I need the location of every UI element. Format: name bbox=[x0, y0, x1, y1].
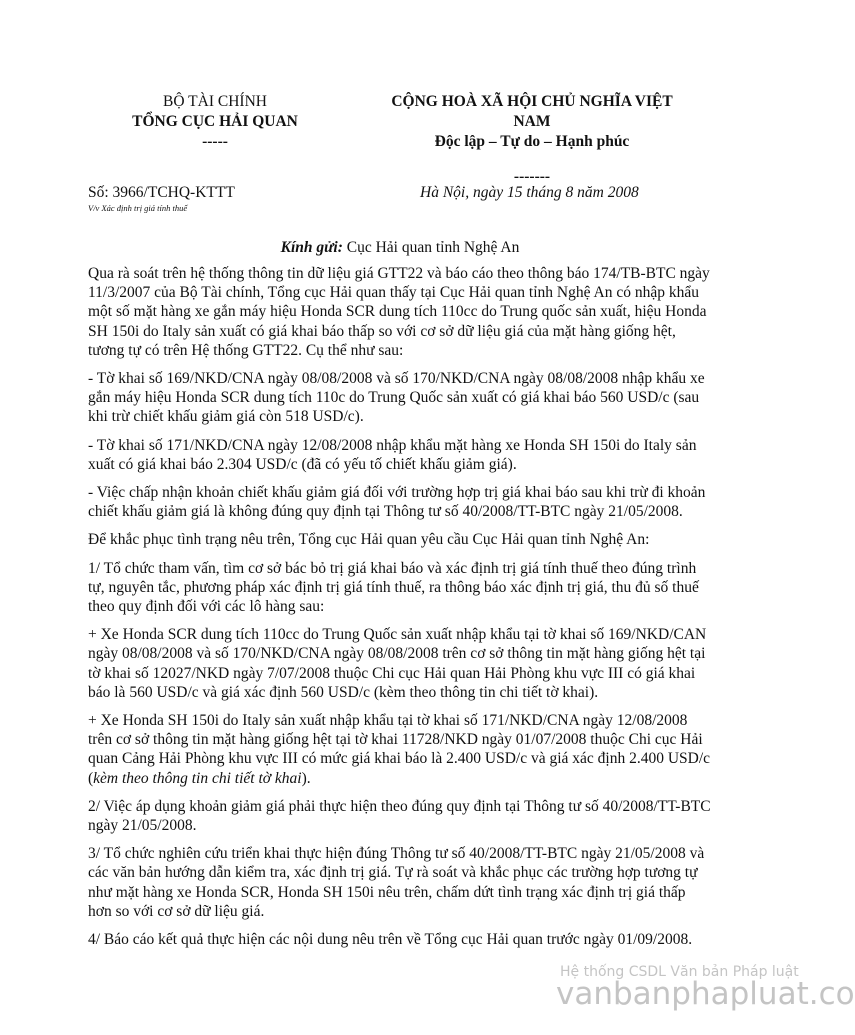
recipient-label: Kính gửi: bbox=[280, 239, 343, 256]
document-number: Số: 3966/TCHQ-KTTT bbox=[88, 184, 235, 201]
document-subject: V/v Xác định trị giá tính thuế bbox=[88, 203, 188, 213]
watermark-caption: Hệ thống CSDL Văn bản Pháp luật bbox=[560, 964, 799, 980]
ministry-name: BỘ TÀI CHÍNH bbox=[163, 93, 267, 110]
request-item-3: 3/ Tổ chức nghiên cứu triển khai thực hiện đúng Thông tư số 40/2008/TT-BTC ngày 21/05/2008 và các văn bản hướng dẫn kiểm tra, xác định trị giá. Tự rà soát và khắc phục các trường hợp tương tự như mặt hàng xe Honda SCR, Honda SH 150i nêu trên, chấm dứt tình trạng xác định trị giá thấp hơn so với cơ sở dữ liệu giá. bbox=[88, 845, 705, 920]
date-line: Hà Nội, ngày 15 tháng 8 năm 2008 bbox=[420, 184, 639, 201]
shipment-item-sh150i-end: ). bbox=[301, 769, 311, 787]
intro-paragraph: Qua rà soát trên hệ thống thông tin dữ liệu giá GTT22 và báo cáo theo thông báo 174/TB-BTC ngày 11/3/2007 của Bộ Tài chính, Tổng cục Hải quan thấy tại Cục Hải quan tỉnh Nghệ An có nhập khẩu một số mặt hàng xe gắn máy hiệu Honda SCR dung tích 110cc do Trung quốc sản xuất, hiệu Honda SH 150i do Italy sản xuất có giá khai báo thấp so với cơ sở dữ liệu giá của mặt hàng giống hệt, tương tự có trên Hệ thống GTT22. Cụ thể như sau: bbox=[88, 265, 710, 359]
shipment-item-sh150i bbox=[88, 711, 713, 788]
nation-separator: ------- bbox=[513, 168, 551, 185]
nation-title-line2: NAM bbox=[513, 113, 551, 130]
discount-note: - Việc chấp nhận khoản chiết khấu giảm giá đối với trường hợp trị giá khai báo sau khi trừ đi khoản chiết khấu giảm giá là không đúng quy định tại Thông tư số 40/2008/TT-BTC ngày 21/05/2008. bbox=[88, 484, 706, 521]
shipment-item-sh150i-text: + Xe Honda SH 150i do Italy sản xuất nhập khẩu tại tờ khai số 171/NKD/CNA ngày 12/08/2008 trên cơ sở thông tin mặt hàng giống hệt tại tờ khai 11728/NKD ngày 01/07/2008 thuộc Chi cục Hải quan Cảng Hải Phòng khu vực III có mức giá khai báo là 2.400 USD/c và giá xác định 2.400 USD/c ( bbox=[88, 712, 711, 787]
declaration-item-1: - Tờ khai số 169/NKD/CNA ngày 08/08/2008 và số 170/NKD/CNA ngày 08/08/2008 nhập khẩu xe gắn máy hiệu Honda SCR dung tích 110c do Trung Quốc sản xuất có giá khai báo 560 USD/c (sau khi trừ chiết khấu giảm giá còn 518 USD/c). bbox=[88, 370, 705, 426]
agency-name: TỔNG CỤC HẢI QUAN bbox=[132, 113, 298, 130]
request-item-2: 2/ Việc áp dụng khoản giảm giá phải thực hiện theo đúng quy định tại Thông tư số 40/2008/TT-BTC ngày 21/05/2008. bbox=[88, 797, 711, 835]
national-motto: Độc lập – Tự do – Hạnh phúc bbox=[434, 133, 630, 150]
national-header bbox=[332, 92, 732, 187]
agency-header bbox=[95, 92, 335, 152]
shipment-item-scr: + Xe Honda SCR dung tích 110cc do Trung Quốc sản xuất nhập khẩu tại tờ khai số 169/NKD/CAN ngày 08/08/2008 và số 170/NKD/CNA ngày 08/08/2008 trên cơ sở thông tin mặt hàng giống hệt tại tờ khai số 12027/NKD ngày 7/07/2008 thuộc Chi cục Hải quan Hải Phòng khu vực III có giá khai báo là 560 USD/c và giá xác định 560 USD/c (kèm theo thông tin chi tiết tờ khai). bbox=[88, 626, 707, 701]
request-item-1: 1/ Tổ chức tham vấn, tìm cơ sở bác bỏ trị giá khai báo và xác định trị giá tính thuế theo đúng trình tự, nguyên tắc, phương pháp xác định trị giá tính thuế, ra thông báo xác định trị giá, thu đủ số thuế theo quy định đối với các lô hàng sau: bbox=[88, 559, 699, 616]
shipment-item-sh150i-italic: kèm theo thông tin chi tiết tờ khai bbox=[93, 769, 302, 787]
declaration-item-2: - Tờ khai số 171/NKD/CNA ngày 12/08/2008 nhập khẩu mặt hàng xe Honda SH 150i do Italy sản xuất có giá khai báo 2.304 USD/c (đã có yếu tố chiết khấu giảm giá). bbox=[88, 436, 697, 473]
watermark-site: vanbanphapluat.co bbox=[556, 976, 855, 1012]
request-intro: Để khắc phục tình trạng nêu trên, Tổng cục Hải quan yêu cầu Cục Hải quan tỉnh Nghệ An: bbox=[88, 531, 650, 549]
request-item-4: 4/ Báo cáo kết quả thực hiện các nội dung nêu trên về Tổng cục Hải quan trước ngày 01/09/2008. bbox=[88, 931, 693, 949]
nation-title-line1: CỘNG HOÀ XÃ HỘI CHỦ NGHĨA VIỆT bbox=[391, 93, 673, 110]
document-body bbox=[88, 264, 713, 958]
recipient-name: Cục Hải quan tỉnh Nghệ An bbox=[346, 239, 520, 256]
agency-separator: ----- bbox=[202, 133, 228, 150]
recipient-line bbox=[0, 239, 800, 257]
